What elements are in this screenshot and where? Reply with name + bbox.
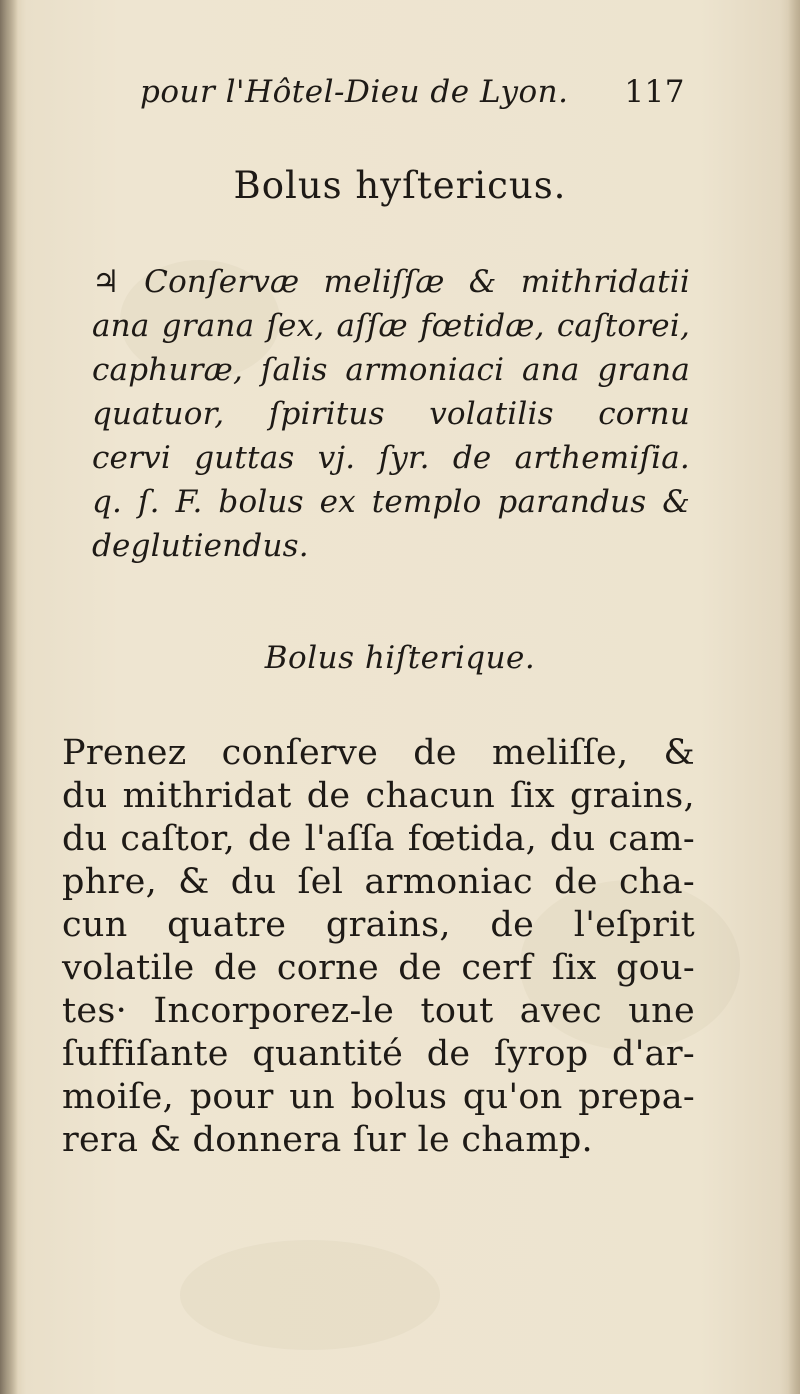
latin-recipe-line: ana grana ſex, aſſæ fœtidæ, caſtorei, xyxy=(92,308,690,344)
book-binding-edge xyxy=(0,0,18,1394)
french-recipe-line: volatile de corne de cerf ſix gou- xyxy=(62,948,695,988)
running-title: pour l'Hôtel-Dieu de Lyon. xyxy=(140,74,569,110)
french-recipe-line: tes· Incorporez-le tout avec une xyxy=(62,991,695,1031)
french-recipe-line: ſuffiſante quantité de ſyrop d'ar- xyxy=(62,1034,695,1074)
french-recipe-title: Bolus hiſterique. xyxy=(264,640,536,676)
paper-stain xyxy=(180,1240,440,1350)
latin-recipe-title: Bolus hyſtericus. xyxy=(233,164,567,207)
french-recipe-line: rera & donnera ſur le champ. xyxy=(62,1120,593,1160)
latin-recipe-line: deglutiendus. xyxy=(92,528,309,564)
french-recipe-line: du caſtor, de l'aſſa fœtida, du cam- xyxy=(62,819,695,859)
latin-recipe-line: cervi guttas vj. ſyr. de arthemiſia. xyxy=(92,440,690,476)
french-recipe-line: phre, & du ſel armoniac de cha- xyxy=(62,862,695,902)
latin-recipe-line: quatuor, ſpiritus volatilis cornu xyxy=(92,396,690,432)
page-number: 117 xyxy=(624,74,685,110)
french-recipe-line: Prenez conſerve de meliſſe, & xyxy=(62,733,695,773)
french-recipe-line: moiſe, pour un bolus qu'on prepa- xyxy=(62,1077,695,1117)
latin-recipe-line: caphuræ, ſalis armoniaci ana grana xyxy=(92,352,690,388)
running-header xyxy=(140,74,685,116)
french-recipe-line: du mithridat de chacun ſix grains, xyxy=(62,776,695,816)
french-recipe-line: cun quatre grains, de l'eſprit xyxy=(62,905,695,945)
latin-recipe-line: q. ſ. F. bolus ex templo parandus & xyxy=(92,484,690,520)
page-edge-shadow xyxy=(788,0,800,1394)
latin-recipe-line: ♃ Conſervæ meliſſæ & mithridatii xyxy=(92,264,690,300)
